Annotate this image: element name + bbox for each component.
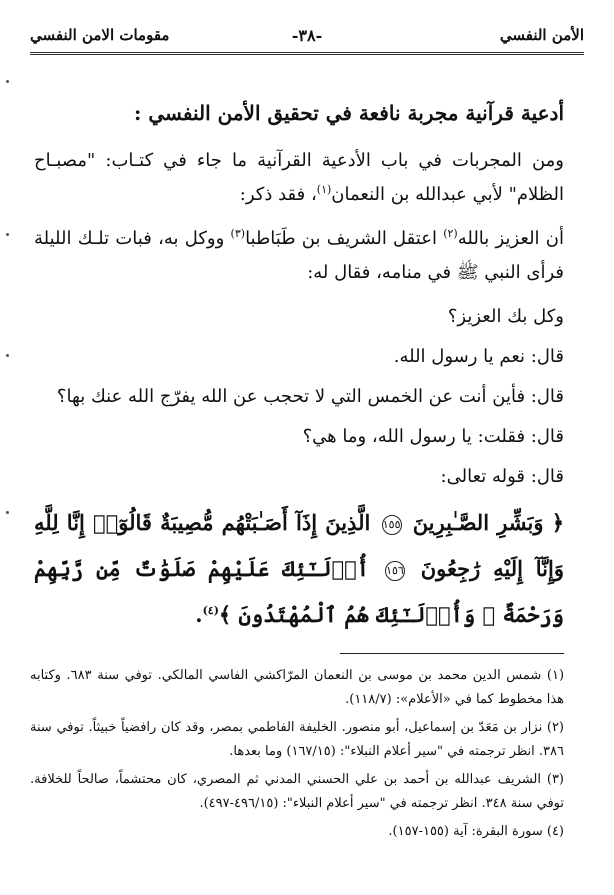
footnote-ref-3: (٣) [230, 227, 246, 240]
header-chapter-title: مقومات الامن النفسي [30, 26, 170, 44]
intro-text: ومن المجربات في باب الأدعية القرآنية ما جاء في كتـاب: "مصبـاح الظلام" لأبي عبدالله بن النعمان [34, 150, 564, 205]
intro-paragraph [34, 144, 564, 212]
page-number: -٣٨- [291, 26, 323, 45]
margin-mark [6, 80, 9, 83]
footnote: (٣) الشريف عبدالله بن أحمد بن علي الحسني المدني ثم المصري، كان محتشماً، صالحاً للخلافة. توفي سنة ٣٤٨. انظر ترجمته في "سير أعلام النبلاء": (٤٩٦/١٥-٤٩٧). [30, 772, 564, 811]
verse-number: ١٥٦ [385, 561, 405, 581]
intro-text-end: ، فقد ذكر: [239, 184, 317, 205]
dialogue-line: قال: قوله تعالى: [440, 466, 564, 487]
footnote: (١) شمس الدين محمد بن موسى بن النعمان المرّاكشي الفاسي المالكي. توفي سنة ٦٨٣. وكتابه هذا مخطوط كما في «الأعلام»: (١١٨/٧). [30, 668, 565, 707]
verse-end: . [195, 602, 203, 627]
footnote-ref-1: (١) [316, 183, 332, 196]
margin-mark [6, 233, 9, 236]
verse-text: أُو۟لَـٰٓئِكَ عَلَيْهِمْ صَلَوَٰتٌ مِّن رَّبِّهِمْ وَرَحْمَةٌ ۖ وَأُو۟لَـٰٓئِكَ هُمُ ٱلْمُهْتَدُونَ ﴾ [34, 556, 564, 627]
main-text [34, 98, 564, 638]
verse-number: ١٥٥ [382, 515, 402, 535]
footnote-ref-2: (٢) [443, 227, 458, 240]
story-paragraph [34, 222, 564, 290]
margin-mark [6, 354, 9, 357]
dialogue-line: قال: نعم يا رسول الله. [393, 346, 564, 367]
dialogue-line: قال: فقلت: يا رسول الله، وما هي؟ [302, 426, 564, 447]
quran-verses [34, 500, 564, 638]
story-text-3: ووكل به، فبات تلـك الليلة فرأى النبي ﷺ في منامه، فقال له: [34, 228, 564, 283]
header-book-title: الأمن النفسي [499, 26, 584, 44]
footnote: (٤) سورة البقرة: آية (١٥٥-١٥٧). [388, 824, 564, 839]
section-heading: أدعية قرآنية مجربة نافعة في تحقيق الأمن النفسي : [133, 101, 564, 125]
dialogue-line: وكل بك العزيز؟ [447, 306, 564, 327]
footnotes [30, 664, 564, 848]
page-header [30, 26, 584, 50]
story-text-2: اعتقل الشريف بن طَبَاطبا [245, 228, 444, 249]
dialogue-line: قال: فأين أنت عن الخمس التي لا تحجب عن الله يفرّج الله عنك بها؟ [56, 386, 564, 407]
margin-mark [6, 511, 9, 514]
footnote-ref-4: (٤) [202, 604, 219, 617]
footnote: (٢) نزار بن مَعَدّ بن إسماعيل، أبو منصور. الخليفة الفاطمي بمصر، وقد كان رافضياً خبيثاً. توفي سنة ٣٨٦. انظر ترجمته في "سير أعلام النبلاء": (١٦٧/١٥) وما بعدها. [30, 720, 564, 759]
story-text: أن العزيز بالله [457, 228, 564, 249]
header-rule [30, 52, 584, 55]
footnote-separator [340, 653, 564, 654]
verse-text: ﴿ وَبَشِّرِ الصَّـٰبِرِينَ [412, 510, 565, 535]
verse-text: الَّذِينَ إِذَآ أَصَـٰبَتْهُم مُّصِيبَةٌ قَالُوٓا۟ إِنَّا لِلَّهِ وَإِنَّآ إِلَيْهِ رَٰجِعُونَ [34, 510, 565, 581]
